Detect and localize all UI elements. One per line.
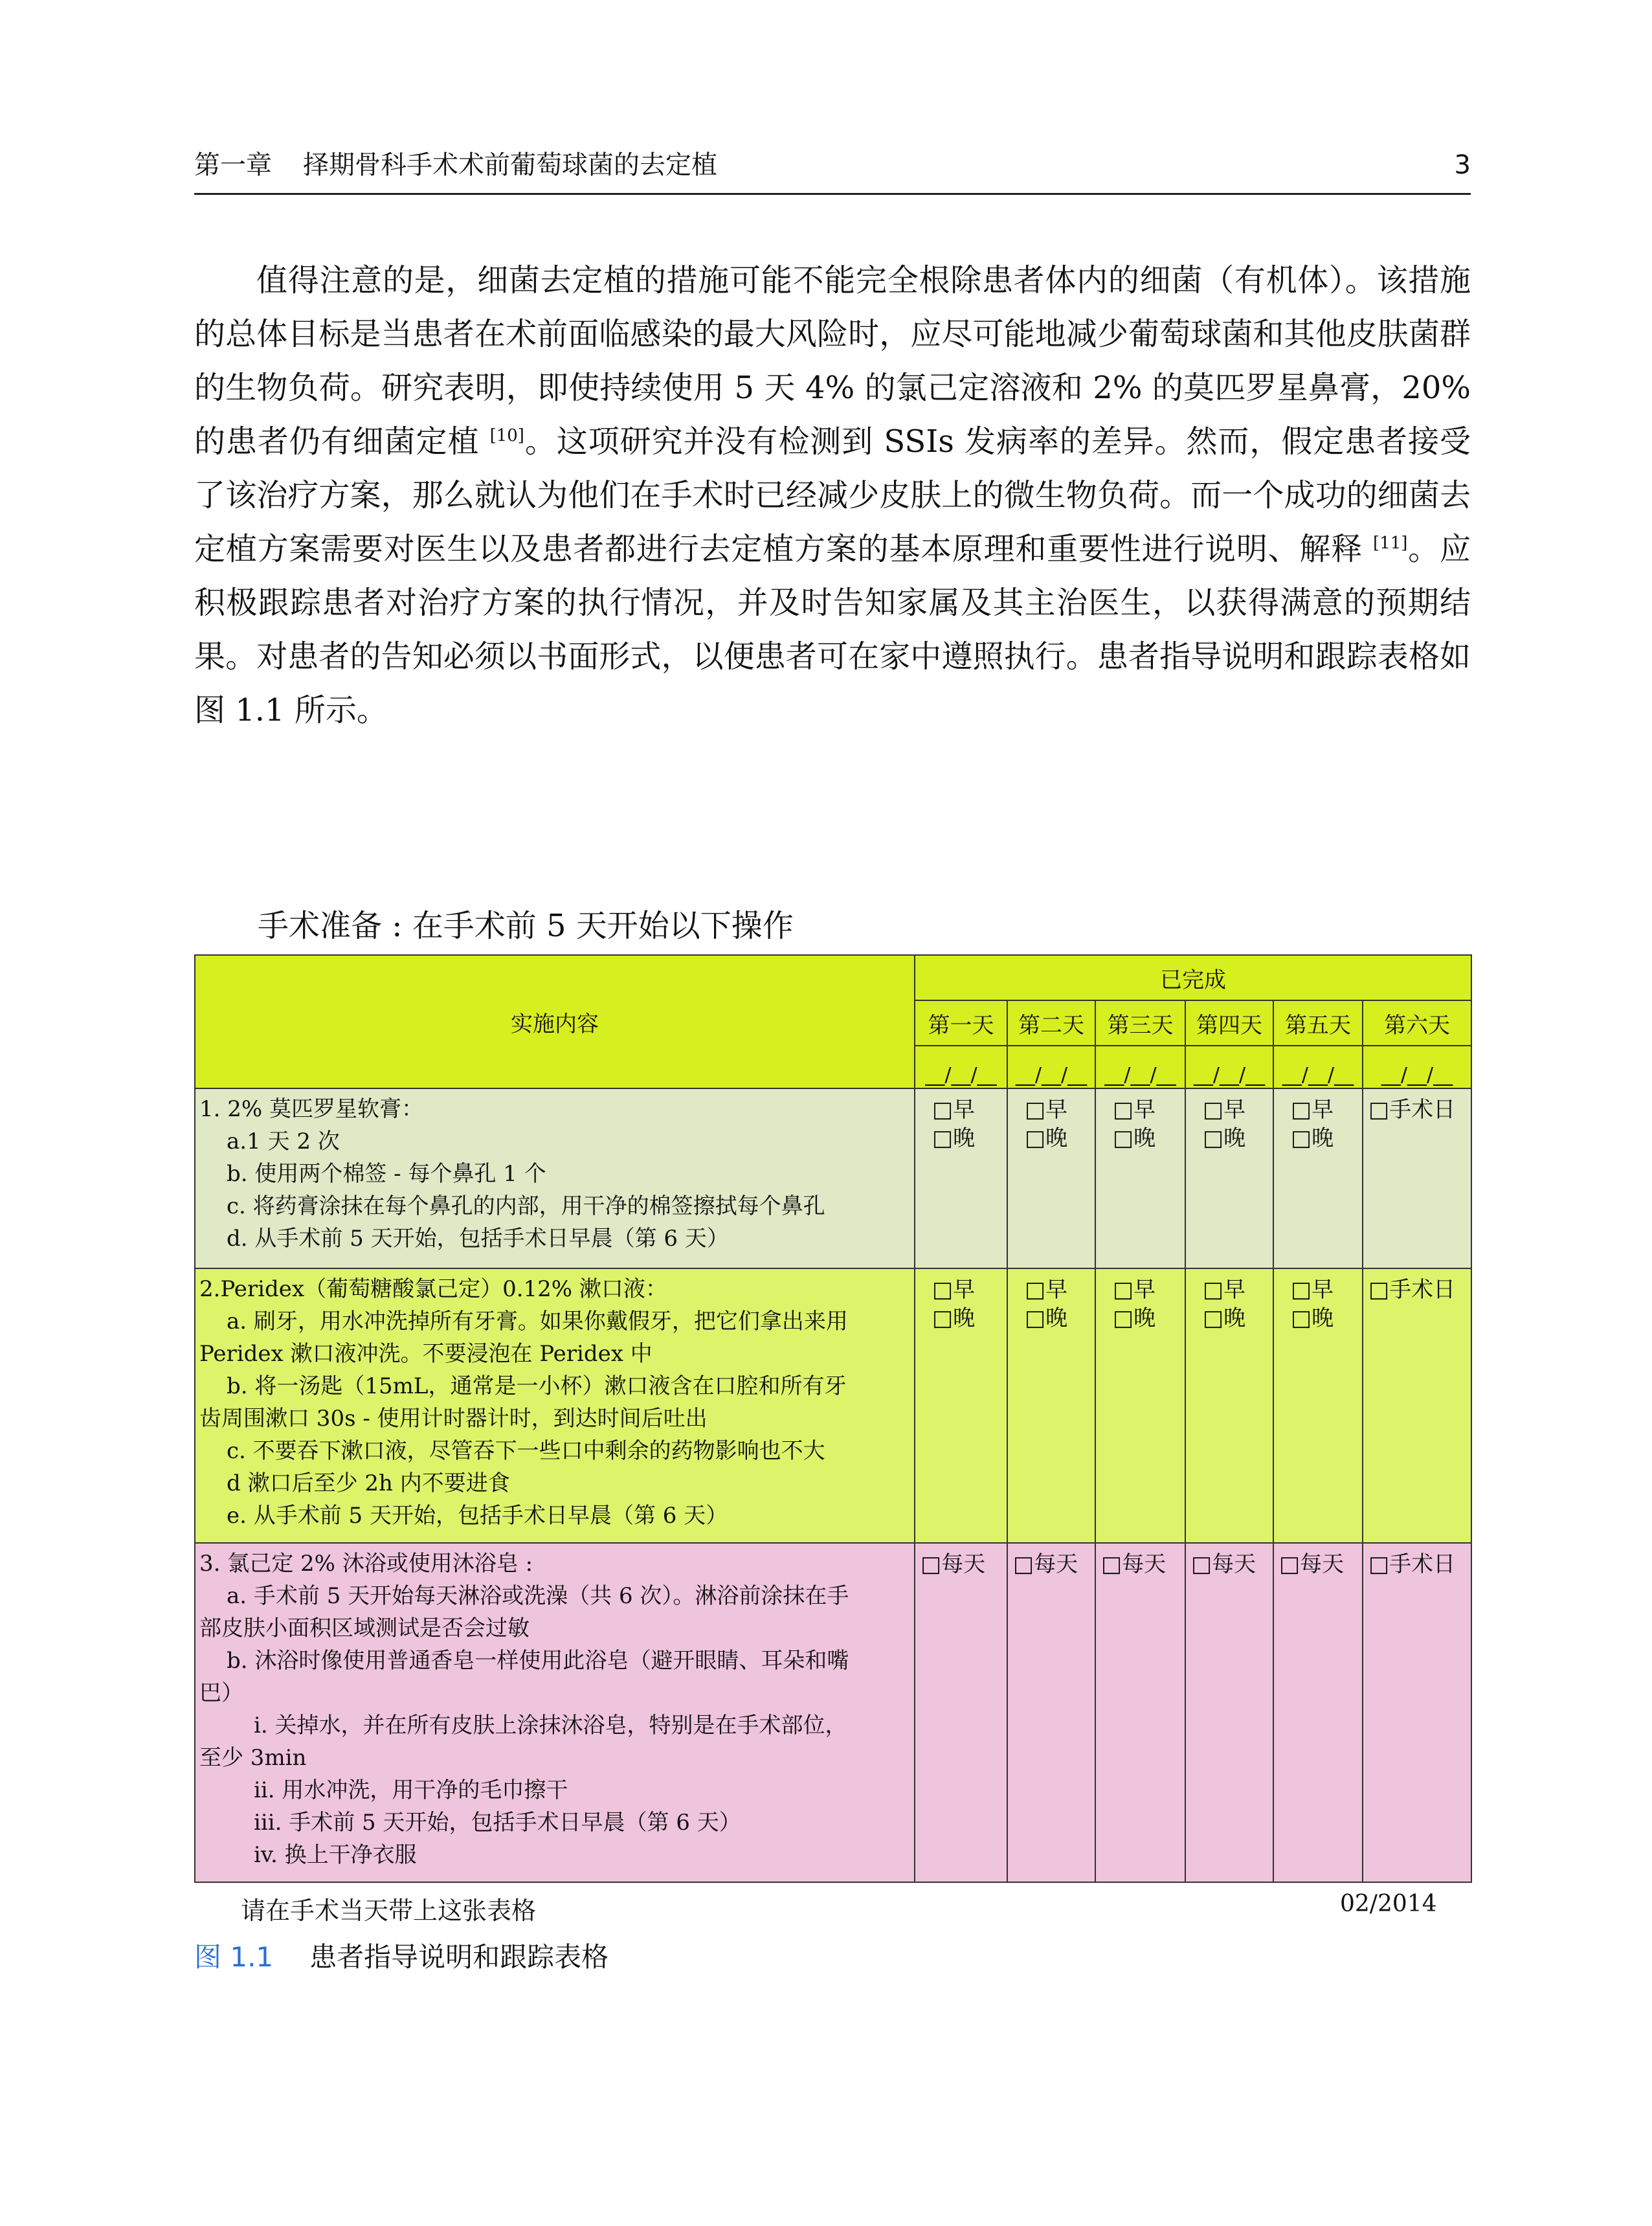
checkbox-evening[interactable]: □晚 (932, 1125, 976, 1151)
checkbox-daily[interactable]: □每天 (1279, 1551, 1345, 1577)
row3-day1-checks (915, 1543, 1007, 1882)
figure-label: 图 1.1 (194, 1941, 274, 1973)
day-2-header: 第二天 (1007, 1000, 1095, 1046)
row1-line: b. 使用两个棉签 - 每个鼻孔 1 个 (227, 1161, 546, 1187)
checkbox-evening[interactable]: □晚 (1291, 1305, 1334, 1331)
row1-line: d. 从手术前 5 天开始，包括手术日早晨（第 6 天） (227, 1226, 729, 1252)
row3-day2-checks (1007, 1543, 1095, 1882)
row2-line: e. 从手术前 5 天开始，包括手术日早晨（第 6 天） (227, 1503, 728, 1529)
row3-day3-checks (1095, 1543, 1185, 1882)
content-header: 实施内容 (195, 955, 915, 1088)
row1-content (195, 1088, 915, 1268)
row3-day4-checks (1185, 1543, 1273, 1882)
chapter-label: 第一章 (194, 150, 272, 180)
checkbox-morning[interactable]: □早 (1203, 1277, 1246, 1303)
checkbox-morning[interactable]: □早 (1291, 1277, 1334, 1303)
checkbox-evening[interactable]: □晚 (1291, 1125, 1334, 1151)
day-1-date[interactable]: __/__/__ (915, 1046, 1007, 1088)
completed-header: 已完成 (915, 955, 1471, 1000)
table-title: 手术准备 : 在手术前 5 天开始以下操作 (258, 908, 794, 944)
row3-line: 部皮肤小面积区域测试是否会过敏 (199, 1615, 530, 1641)
checkbox-morning[interactable]: □早 (1291, 1097, 1334, 1123)
row1-line: 1. 2% 莫匹罗星软膏： (199, 1096, 423, 1122)
row1-day1-checks (915, 1088, 1007, 1268)
running-header (194, 144, 1471, 195)
row3-line: iv. 换上干净衣服 (254, 1842, 417, 1868)
day-2-date[interactable]: __/__/__ (1007, 1046, 1095, 1088)
row2-day5-checks (1273, 1268, 1363, 1543)
figure-caption-text: 患者指导说明和跟踪表格 (309, 1941, 609, 1973)
checkbox-morning[interactable]: □早 (1025, 1097, 1068, 1123)
row3-line: 巴） (199, 1680, 243, 1706)
row3-line: iii. 手术前 5 天开始，包括手术日早晨（第 6 天） (254, 1810, 741, 1836)
checkbox-morning[interactable]: □早 (932, 1097, 976, 1123)
row3-line: a. 手术前 5 天开始每天淋浴或洗澡（共 6 次）。淋浴前涂抹在手 (227, 1583, 849, 1609)
row2-day6-checks (1363, 1268, 1471, 1543)
row1-line: a.1 天 2 次 (227, 1129, 340, 1154)
body-text-seg2: 。这项研究并没有检测到 SSIs 发病率的差异。然而，假定患者接受了该治疗方案，那么就认为他们在手术时已经减少皮肤上的微生物负荷。而一个成功的细菌去定植方案需要对医生以及患者都进行去定植方案的基本原理和重要性进行说明、解释 (194, 423, 1471, 567)
checkbox-evening[interactable]: □晚 (1203, 1305, 1246, 1331)
form-footer-date: 02/2014 (1340, 1891, 1437, 1917)
checkbox-surgery-day[interactable]: □手术日 (1368, 1551, 1456, 1577)
row3-content (195, 1543, 915, 1882)
checkbox-evening[interactable]: □晚 (1113, 1125, 1156, 1151)
row2-day2-checks (1007, 1268, 1095, 1543)
row3-line: 3. 氯己定 2% 沐浴或使用沐浴皂 : (199, 1551, 533, 1577)
row3-day5-checks (1273, 1543, 1363, 1882)
day-6-header: 第六天 (1363, 1000, 1471, 1046)
checkbox-morning[interactable]: □早 (1025, 1277, 1068, 1303)
row3-line: b. 沐浴时像使用普通香皂一样使用此浴皂（避开眼睛、耳朵和嘴 (227, 1648, 849, 1674)
form-footer-note: 请在手术当天带上这张表格 (241, 1896, 537, 1925)
checkbox-surgery-day[interactable]: □手术日 (1368, 1097, 1456, 1123)
row2-day1-checks (915, 1268, 1007, 1543)
row3-day6-checks (1363, 1543, 1471, 1882)
day-6-date[interactable]: __/__/__ (1363, 1046, 1471, 1088)
checkbox-daily[interactable]: □每天 (921, 1551, 986, 1577)
checkbox-daily[interactable]: □每天 (1101, 1551, 1166, 1577)
checkbox-evening[interactable]: □晚 (1113, 1305, 1156, 1331)
day-5-date[interactable]: __/__/__ (1273, 1046, 1363, 1088)
checkbox-evening[interactable]: □晚 (1203, 1125, 1246, 1151)
figure-caption (194, 1936, 608, 1975)
day-3-date[interactable]: __/__/__ (1095, 1046, 1185, 1088)
checkbox-daily[interactable]: □每天 (1191, 1551, 1256, 1577)
chapter-title: 择期骨科手术术前葡萄球菌的去定植 (303, 150, 717, 180)
checkbox-morning[interactable]: □早 (1203, 1097, 1246, 1123)
row3-line: i. 关掉水，并在所有皮肤上涂抹沐浴皂，特别是在手术部位， (254, 1713, 847, 1738)
day-4-header: 第四天 (1185, 1000, 1273, 1046)
checkbox-evening[interactable]: □晚 (932, 1305, 976, 1331)
checkbox-morning[interactable]: □早 (1113, 1277, 1156, 1303)
row2-content (195, 1268, 915, 1543)
row2-line: a. 刷牙，用水冲洗掉所有牙膏。如果你戴假牙，把它们拿出来用 (227, 1309, 848, 1334)
row1-day2-checks (1007, 1088, 1095, 1268)
row3-line: 至少 3min (199, 1745, 307, 1771)
row2-line: d 漱口后至少 2h 内不要进食 (227, 1470, 510, 1496)
checkbox-daily[interactable]: □每天 (1013, 1551, 1078, 1577)
row2-line: c. 不要吞下漱口液，尽管吞下一些口中剩余的药物影响也不大 (227, 1438, 825, 1464)
checkbox-morning[interactable]: □早 (932, 1277, 976, 1303)
day-3-header: 第三天 (1095, 1000, 1185, 1046)
row2-day3-checks (1095, 1268, 1185, 1543)
row2-day4-checks (1185, 1268, 1273, 1543)
row1-day6-checks (1363, 1088, 1471, 1268)
row2-line: Peridex 漱口液冲洗。不要浸泡在 Peridex 中 (199, 1341, 653, 1367)
row3-line: ii. 用水冲洗，用干净的毛巾擦干 (254, 1777, 568, 1803)
checkbox-evening[interactable]: □晚 (1025, 1305, 1068, 1331)
day-5-header: 第五天 (1273, 1000, 1363, 1046)
row1-day4-checks (1185, 1088, 1273, 1268)
citation-11[interactable]: [11] (1373, 534, 1408, 553)
citation-10[interactable]: [10] (489, 426, 524, 445)
row2-line: 2.Peridex（葡萄糖酸氯己定）0.12% 漱口液： (199, 1276, 667, 1302)
body-paragraph (194, 254, 1471, 737)
row1-day3-checks (1095, 1088, 1185, 1268)
page-number: 3 (1454, 150, 1471, 180)
day-4-date[interactable]: __/__/__ (1185, 1046, 1273, 1088)
row1-line: c. 将药膏涂抹在每个鼻孔的内部，用干净的棉签擦拭每个鼻孔 (227, 1193, 825, 1219)
checkbox-surgery-day[interactable]: □手术日 (1368, 1277, 1456, 1303)
row2-line: 齿周围漱口 30s - 使用计时器计时，到达时间后吐出 (199, 1406, 708, 1432)
row2-line: b. 将一汤匙（15mL，通常是一小杯）漱口液含在口腔和所有牙 (227, 1373, 847, 1399)
body-text-seg1: 值得注意的是，细菌去定植的措施可能不能完全根除患者体内的细菌（有机体）。该措施的总体目标是当患者在术前面临感染的最大风险时，应尽可能地减少葡萄球菌和其他皮肤菌群的生物负荷。研究表明，即使持续使用 5 天 4% 的氯己定溶液和 2% 的莫匹罗星鼻膏，20% 的患者仍有细菌定植 (194, 262, 1471, 460)
day-1-header: 第一天 (915, 1000, 1007, 1046)
body-text-seg3: 。应积极跟踪患者对治疗方案的执行情况，并及时告知家属及其主治医生，以获得满意的预期结果。对患者的告知必须以书面形式，以便患者可在家中遵照执行。患者指导说明和跟踪表格如图 1.1 所示。 (194, 531, 1471, 728)
checkbox-morning[interactable]: □早 (1113, 1097, 1156, 1123)
patient-tracking-table (194, 954, 1472, 1883)
row1-day5-checks (1273, 1088, 1363, 1268)
checkbox-evening[interactable]: □晚 (1025, 1125, 1068, 1151)
